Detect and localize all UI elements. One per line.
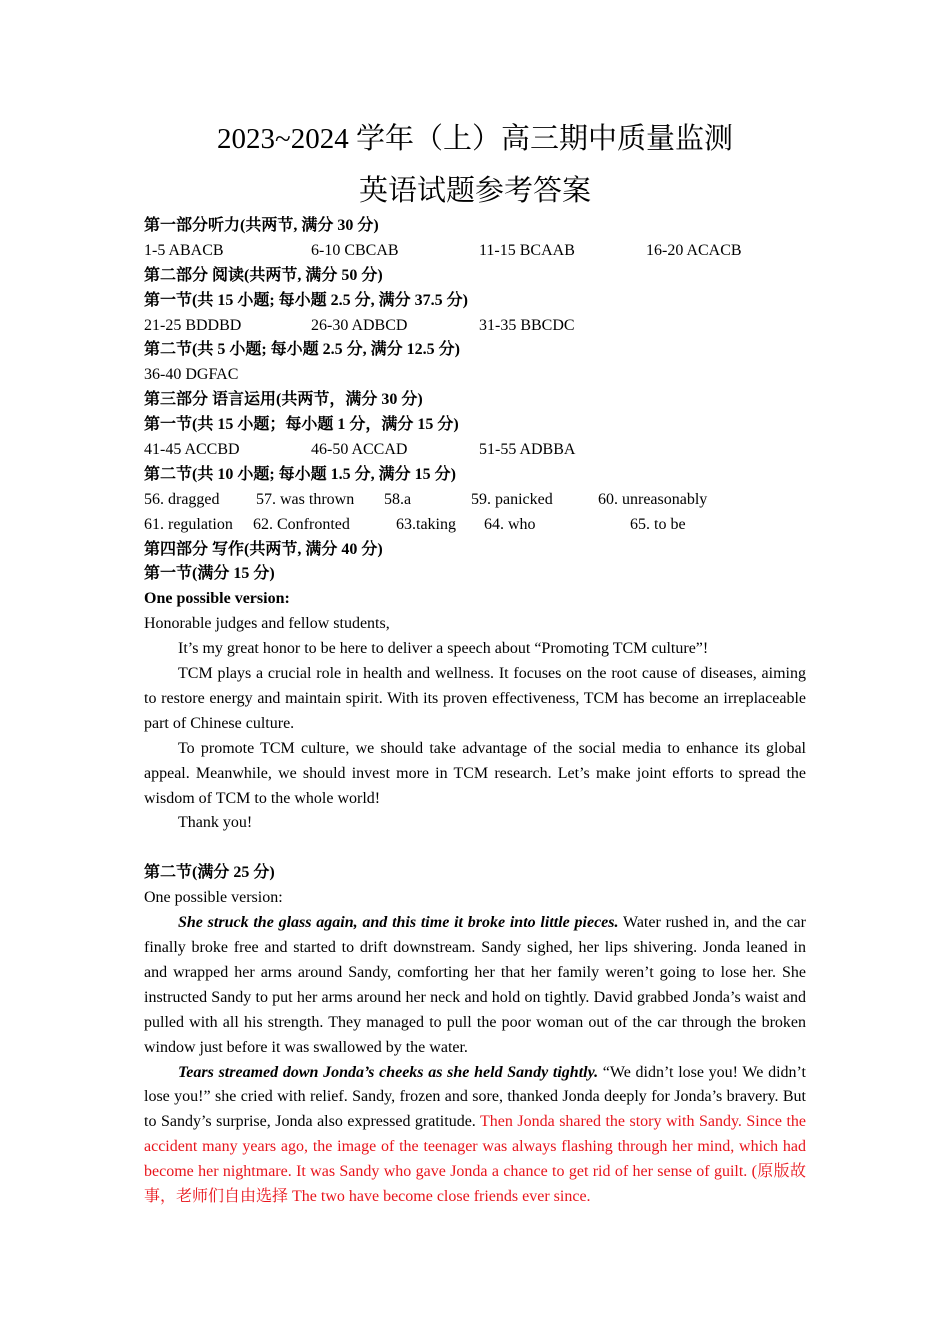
answer-group: 11-15 BCAAB [479,241,575,259]
blank-answer: 63.taking [396,515,456,533]
blank-answer: 59. panicked [471,490,553,508]
story-paragraph [144,1061,806,1210]
version-label: One possible version: [144,590,290,608]
story-paragraph [144,911,806,1060]
part2-section1-answers-row [144,314,806,339]
answer-content [144,214,806,1210]
answer-group: 16-20 ACACB [646,241,742,259]
speech-greeting: Honorable judges and fellow students, [144,615,390,633]
speech-paragraph: TCM plays a crucial role in health and wellness. It focuses on the root cause of diseases, aiming to restore energy and maintain spirit. With its proven effectiveness, TCM has become an irreplaceable part of Chinese culture. [144,665,806,732]
part4-section2-heading: 第二节(满分 25 分) [144,864,275,882]
blank-answer: 57. was thrown [256,490,355,508]
part1-answers-row [144,239,806,264]
part2-section2-heading: 第二节(共 5 小题; 每小题 2.5 分, 满分 12.5 分) [144,341,460,359]
part3-heading: 第三部分 语言运用(共两节，满分 30 分) [144,391,423,409]
part1-heading: 第一部分听力(共两节, 满分 30 分) [144,217,379,234]
answer-group: 31-35 BBCDC [479,316,575,334]
highlighted-text: Then Jonda shared the story with Sandy. Since the accident many years ago, the image of the teenager was always flashing through her mind, which had become her nightmare. It was Sandy who gave Jonda a chance to get rid of her sense of guilt. (原版故事，老师们自由选择 The two have become close friends ever since. [144,1113,806,1206]
answer-group: 41-45 ACCBD [144,441,240,459]
answer-group: 6-10 CBCAB [311,241,399,259]
part3-section1-answers-row [144,438,806,463]
paragraph-body: Water rushed in, and the car finally broke free and started to drift downstream. Sandy sighed, her lips shivering. Jonda leaned in and wrapped her arms around Sandy, comforting her that her family weren’t going to lose her. She instructed Sandy to put her arms around her neck and hold on tightly. David grabbed Jonda’s waist and pulled with all his strength. They managed to pull the poor woman out of the car through the broken window just before it was swallowed by the water. [144,914,806,1056]
paragraph-lead-sentence: Tears streamed down Jonda’s cheeks as she held Sandy tightly. [178,1063,599,1081]
part4-heading: 第四部分 写作(共两节, 满分 40 分) [144,540,383,558]
paragraph-body: “We didn’t lose you! We didn’t lose you!” she cried with relief. Sandy, frozen and sore, thanked Jonda deeply for Jonda’s bravery. But to Sandy’s surprise, Jonda also expressed gratitude. [144,1063,806,1131]
version-label: One possible version: [144,889,283,907]
answer-group: 26-30 ADBCD [311,316,408,334]
blank-answer: 65. to be [630,515,686,533]
part3-section2-answers-row2 [144,513,806,538]
part2-section2-answers-row [144,363,806,388]
blank-answer: 64. who [484,515,536,533]
document-title: 2023~2024 学年（上）高三期中质量监测 [217,123,733,155]
part3-section1-heading: 第一节(共 15 小题；每小题 1 分，满分 15 分) [144,416,459,434]
blank-answer: 56. dragged [144,490,220,508]
part3-section2-heading: 第二节(共 10 小题; 每小题 1.5 分, 满分 15 分) [144,465,456,483]
blank-answer: 58.a [384,490,412,508]
answer-group: 51-55 ADBBA [479,441,576,459]
answer-group: 36-40 DGFAC [144,366,239,384]
blank-answer: 62. Confronted [253,515,350,533]
answer-group: 1-5 ABACB [144,241,224,259]
part3-section2-answers-row1 [144,488,806,513]
part2-heading: 第二部分 阅读(共两节, 满分 50 分) [144,266,383,284]
speech-paragraph: It’s my great honor to be here to deliver a speech about “Promoting TCM culture”! [178,640,709,658]
part2-section1-heading: 第一节(共 15 小题; 每小题 2.5 分, 满分 37.5 分) [144,291,468,309]
blank-answer: 60. unreasonably [598,490,708,508]
answer-group: 21-25 BDDBD [144,316,242,334]
document-subtitle: 英语试题参考答案 [358,175,591,207]
part4-section1-heading: 第一节(满分 15 分) [144,565,275,583]
speech-paragraph: Thank you! [178,814,253,832]
answer-group: 46-50 ACCAD [311,441,408,459]
blank-answer: 61. regulation [144,515,233,533]
paragraph-lead-sentence: She struck the glass again, and this time it broke into little pieces. [178,914,619,932]
spacer [144,836,806,861]
speech-paragraph: To promote TCM culture, we should take advantage of the social media to enhance its global appeal. Meanwhile, we should invest more in TCM research. Let’s make joint efforts to spread the wisdom of TCM to the whole world! [144,739,806,807]
